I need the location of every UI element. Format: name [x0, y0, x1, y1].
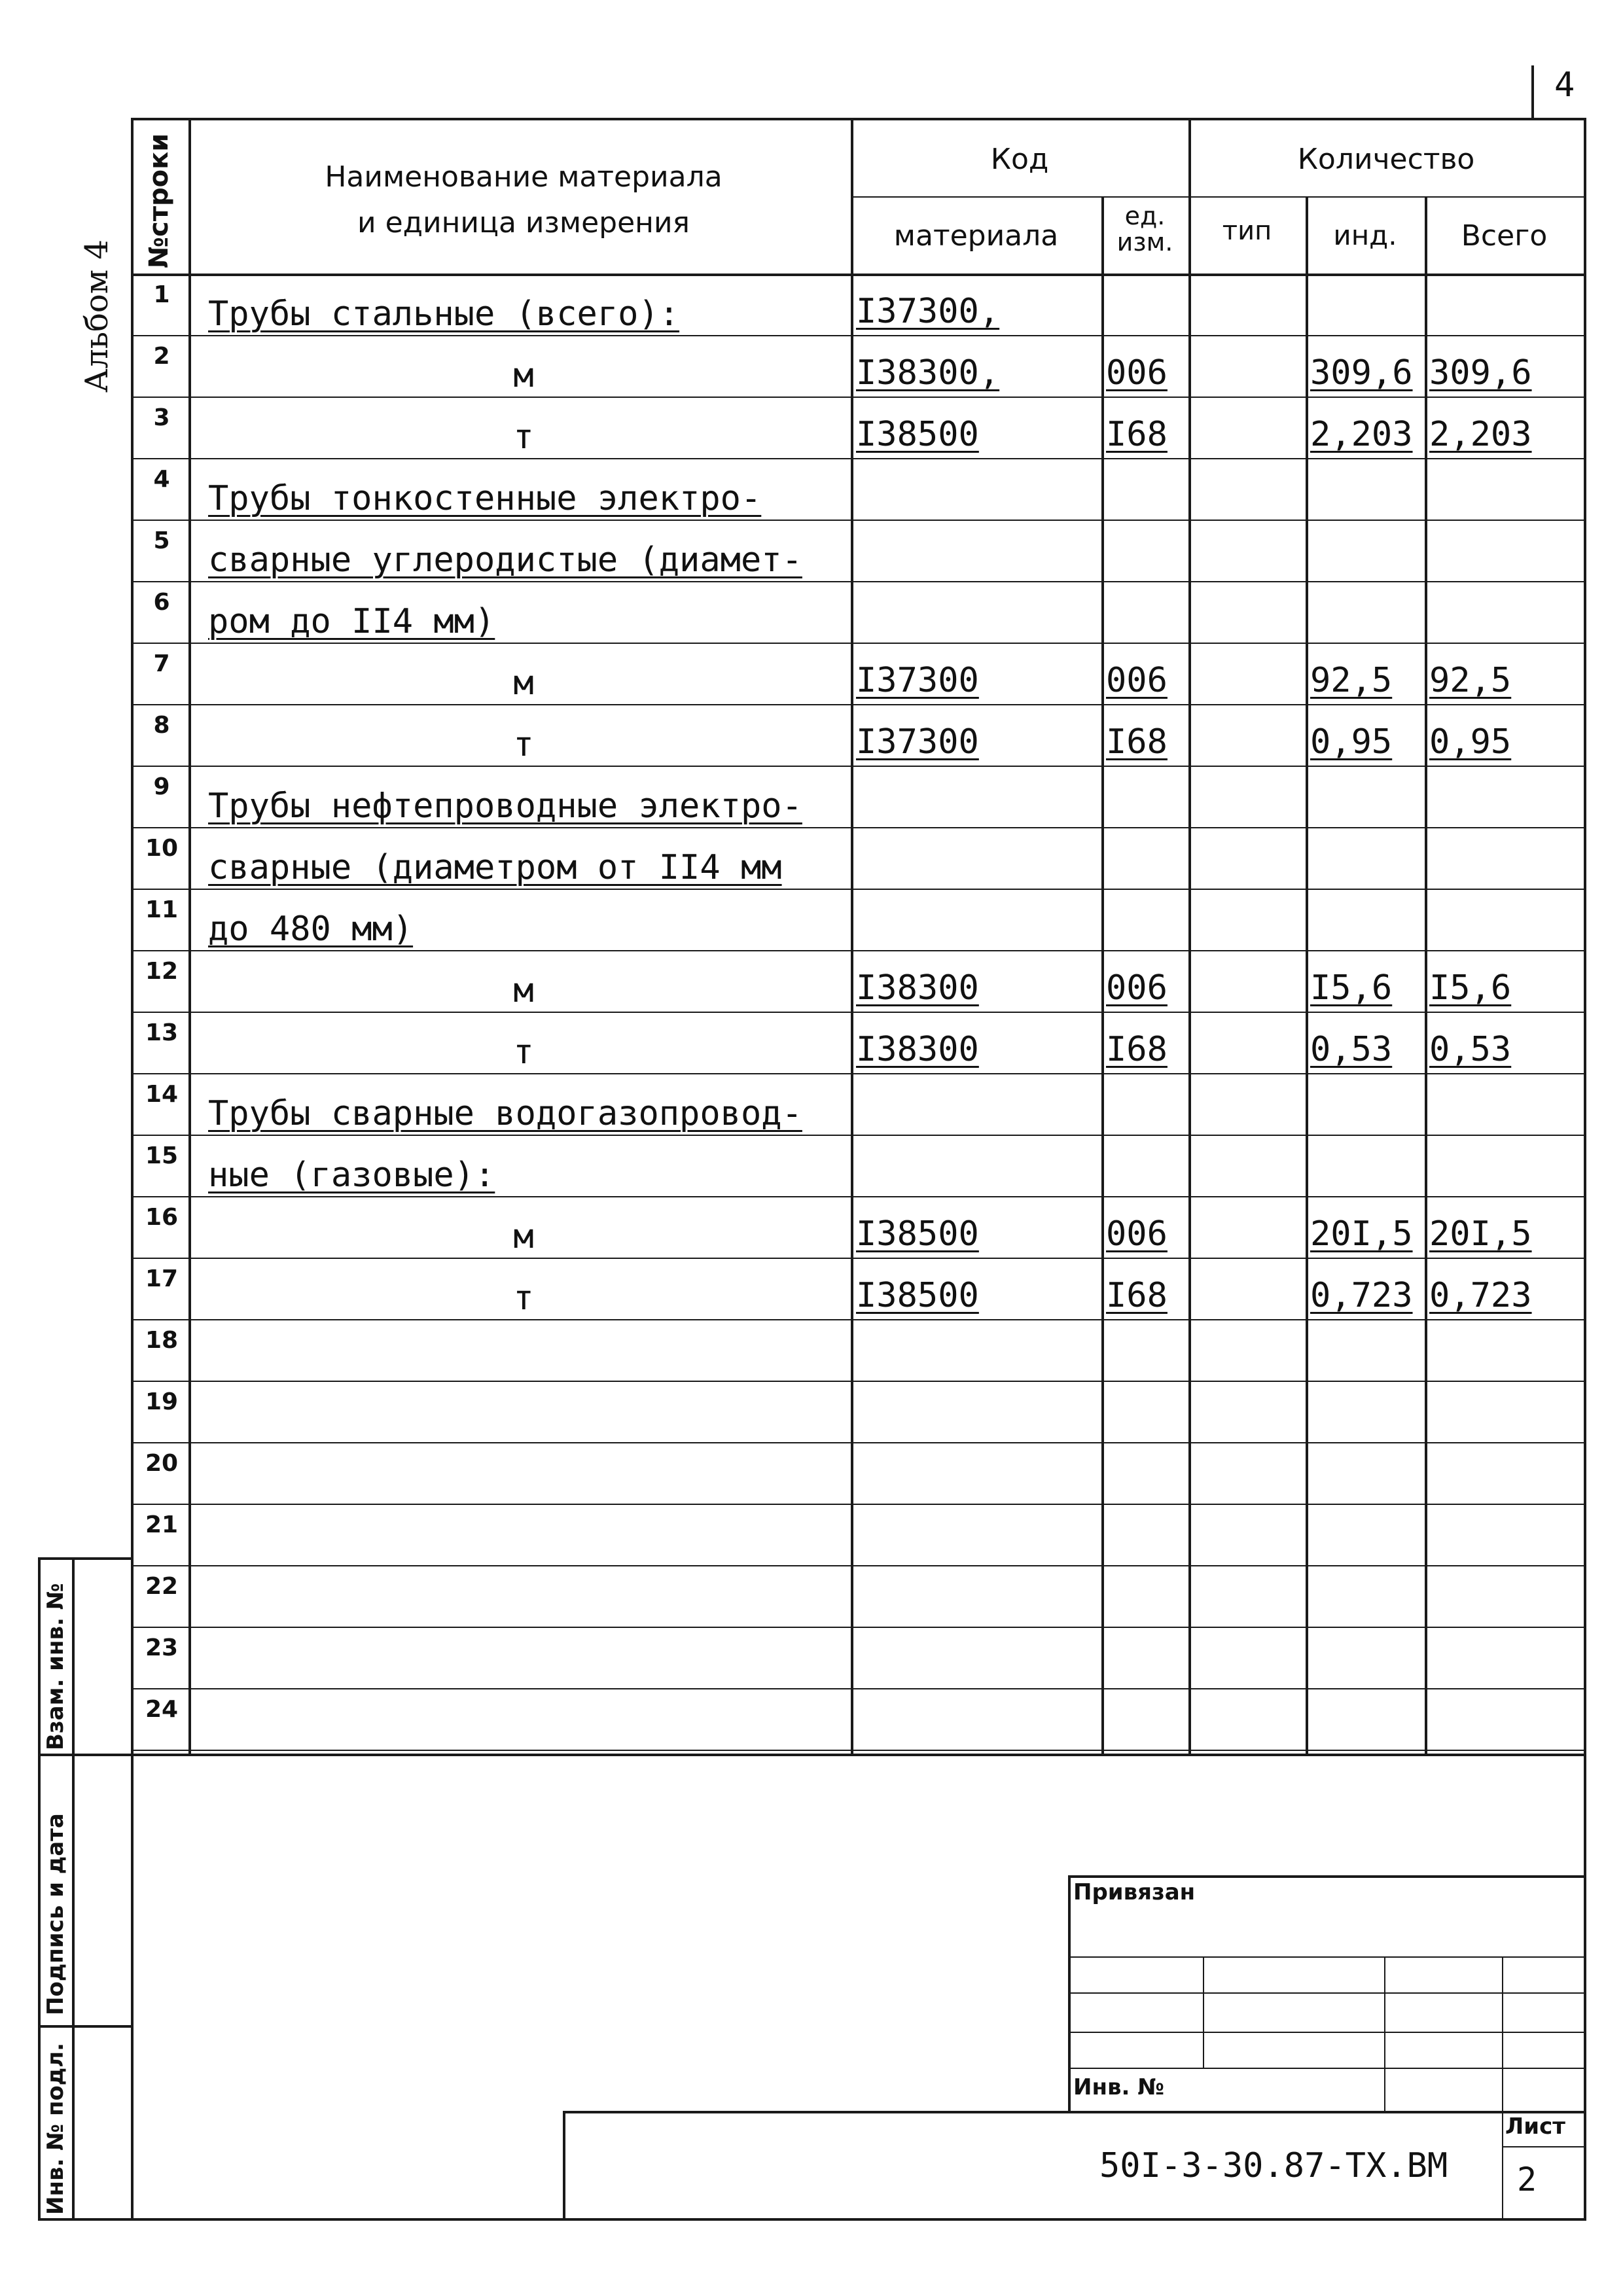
row-total: 20I,5	[1429, 1214, 1532, 1254]
row-separator	[131, 335, 1586, 336]
row-number: 11	[145, 896, 179, 923]
row-number: 4	[153, 466, 170, 493]
row-name: Трубы стальные (всего):	[208, 294, 680, 334]
row-ind: 0,53	[1310, 1030, 1393, 1069]
header-bottom-line	[131, 274, 1586, 276]
stamp-podpis: Подпись и дата	[43, 1813, 69, 2015]
row-number: 13	[145, 1019, 179, 1046]
row-code: I38500	[856, 1276, 979, 1315]
tb-col3-line	[1502, 1956, 1503, 2218]
row-number: 3	[153, 404, 170, 431]
header-unit-line1: ед.	[1124, 202, 1166, 230]
stamp-vzam: Взам. инв. №	[43, 1583, 69, 1750]
tb-designation: 50I-3-30.87-ТХ.ВМ	[1099, 2146, 1448, 2185]
row-code: I38300	[856, 968, 979, 1008]
row-number: 15	[145, 1142, 179, 1169]
row-code: I38300,	[856, 353, 1000, 393]
row-name: т	[513, 725, 534, 764]
row-ind: 0,723	[1310, 1276, 1413, 1315]
row-ind: 92,5	[1310, 661, 1393, 700]
stamp-bottom-line	[38, 2218, 134, 2221]
tb-main-top-line	[563, 2111, 1586, 2113]
header-quantity: Количество	[1297, 143, 1475, 176]
row-name: ные (газовые):	[208, 1156, 495, 1195]
row-total: 0,53	[1429, 1030, 1512, 1069]
header-name-line2: и единица измерения	[357, 206, 690, 239]
table-bottom-line	[131, 1754, 1586, 1756]
page-number: 4	[1554, 65, 1575, 105]
header-ind: инд.	[1333, 219, 1397, 251]
row-code: I38500	[856, 1214, 979, 1254]
row-ind: 2,203	[1310, 415, 1413, 454]
row-name: т	[513, 417, 534, 457]
row-separator	[131, 1381, 1586, 1382]
row-name: сварные углеродистые (диамет-	[208, 540, 802, 580]
row-code: I37300	[856, 722, 979, 762]
row-number: 22	[145, 1573, 179, 1600]
row-name: т	[513, 1279, 534, 1318]
row-separator	[131, 1750, 1586, 1751]
row-ind: I5,6	[1310, 968, 1393, 1008]
row-number: 18	[145, 1327, 179, 1354]
col-unit-line	[1188, 118, 1191, 1754]
row-number: 12	[145, 958, 179, 985]
col-code-line	[1101, 196, 1104, 1754]
header-type: тип	[1222, 216, 1272, 246]
row-total: 0,95	[1429, 722, 1512, 762]
row-total: I5,6	[1429, 968, 1512, 1008]
row-number: 10	[145, 835, 179, 862]
stamp-inner-line	[72, 1557, 75, 2218]
row-unit: 006	[1106, 968, 1168, 1008]
row-number: 5	[153, 527, 170, 554]
row-unit: 006	[1106, 353, 1168, 393]
album-label: Альбом 4	[79, 239, 115, 393]
row-separator	[131, 1627, 1586, 1628]
col-ind-line	[1425, 196, 1427, 1754]
row-total: 309,6	[1429, 353, 1532, 393]
stamp-left-line	[38, 1557, 41, 2218]
row-number: 1	[153, 281, 170, 308]
row-separator	[131, 1504, 1586, 1505]
row-separator	[131, 1258, 1586, 1259]
row-separator	[131, 766, 1586, 767]
col-type-line	[1306, 196, 1308, 1754]
row-number: 24	[145, 1696, 179, 1723]
row-separator	[131, 1012, 1586, 1013]
stamp-div2-line	[38, 2025, 134, 2028]
row-separator	[131, 458, 1586, 459]
frame-lower-left-line	[131, 1754, 134, 2218]
header-row-number: №строки	[144, 133, 174, 268]
row-separator	[131, 889, 1586, 890]
tb-col1-line	[1203, 1956, 1204, 2068]
header-unit	[1101, 203, 1188, 255]
row-number: 20	[145, 1450, 179, 1477]
tb-row4-line	[1068, 2068, 1586, 2069]
stamp-inv-podl: Инв. № подл.	[43, 2042, 69, 2215]
header-material: материала	[893, 219, 1059, 253]
row-separator	[131, 1196, 1586, 1197]
row-unit: I68	[1106, 1030, 1168, 1069]
row-number: 9	[153, 773, 170, 800]
row-number: 16	[145, 1204, 179, 1231]
tb-inv-no: Инв. №	[1073, 2074, 1165, 2100]
row-separator	[131, 704, 1586, 705]
row-separator	[131, 520, 1586, 521]
row-total: 0,723	[1429, 1276, 1532, 1315]
row-unit: I68	[1106, 415, 1168, 454]
row-unit: I68	[1106, 722, 1168, 762]
row-code: I37300,	[856, 292, 1000, 331]
row-number: 14	[145, 1081, 179, 1108]
row-separator	[131, 1442, 1586, 1443]
row-number: 8	[153, 712, 170, 739]
row-name: м	[513, 1217, 534, 1256]
row-separator	[131, 1319, 1586, 1320]
frame-left-line	[131, 118, 134, 1754]
col-rownum-line	[188, 118, 191, 1754]
row-separator	[131, 581, 1586, 582]
row-name: до 480 мм)	[208, 910, 414, 949]
row-separator	[131, 643, 1586, 644]
row-separator	[131, 1565, 1586, 1566]
stamp-div1-line	[38, 1754, 134, 1756]
row-name: м	[513, 971, 534, 1010]
row-number: 6	[153, 589, 170, 616]
header-unit-line2: изм.	[1116, 228, 1173, 256]
row-name: Трубы тонкостенные электро-	[208, 479, 762, 518]
row-unit: I68	[1106, 1276, 1168, 1315]
row-separator	[131, 1688, 1586, 1689]
row-number: 7	[153, 650, 170, 677]
header-name-line1: Наименование материала	[325, 160, 722, 194]
row-separator	[131, 1135, 1586, 1136]
row-code: I37300	[856, 661, 979, 700]
row-ind: 309,6	[1310, 353, 1413, 393]
row-ind: 0,95	[1310, 722, 1393, 762]
tb-sheet-line	[1502, 2146, 1586, 2147]
row-unit: 006	[1106, 1214, 1168, 1254]
row-name: т	[513, 1033, 534, 1072]
tb-row2-line	[1068, 1992, 1586, 1994]
row-number: 19	[145, 1388, 179, 1415]
row-name: сварные (диаметром от II4 мм	[208, 848, 782, 887]
row-total: 2,203	[1429, 415, 1532, 454]
row-ind: 20I,5	[1310, 1214, 1413, 1254]
stamp-top-line	[38, 1557, 134, 1560]
tb-main-left-line	[563, 2111, 565, 2218]
row-number: 2	[153, 343, 170, 370]
tb-col2-line	[1384, 1956, 1385, 2111]
row-separator	[131, 1073, 1586, 1074]
tb-sheet-label: Лист	[1505, 2113, 1565, 2140]
header-total: Всего	[1461, 219, 1548, 253]
tb-top-line	[1068, 1875, 1586, 1878]
row-separator	[131, 827, 1586, 828]
row-total: 92,5	[1429, 661, 1512, 700]
header-code: Код	[990, 143, 1049, 176]
frame-right-line	[1584, 118, 1586, 2218]
tb-row3-line	[1068, 2032, 1586, 2033]
row-code: I38500	[856, 415, 979, 454]
row-name: ром до II4 мм)	[208, 602, 495, 641]
row-name: м	[513, 663, 534, 703]
row-number: 23	[145, 1634, 179, 1661]
frame-bottom-line	[131, 2218, 1586, 2221]
row-name: Трубы сварные водогазопровод-	[208, 1094, 802, 1133]
tb-row1-line	[1068, 1956, 1586, 1958]
tb-sheet-number: 2	[1517, 2161, 1537, 2199]
row-separator	[131, 950, 1586, 951]
row-name: м	[513, 356, 534, 395]
tb-privyazan: Привязан	[1073, 1879, 1196, 1905]
row-number: 21	[145, 1511, 179, 1538]
row-code: I38300	[856, 1030, 979, 1069]
row-name: Трубы нефтепроводные электро-	[208, 786, 802, 826]
row-separator	[131, 397, 1586, 398]
col-name-line	[851, 118, 853, 1754]
row-unit: 006	[1106, 661, 1168, 700]
page-number-divider	[1531, 65, 1534, 118]
header-top-line	[131, 118, 1586, 120]
row-number: 17	[145, 1265, 179, 1292]
header-mid-line	[851, 196, 1586, 198]
